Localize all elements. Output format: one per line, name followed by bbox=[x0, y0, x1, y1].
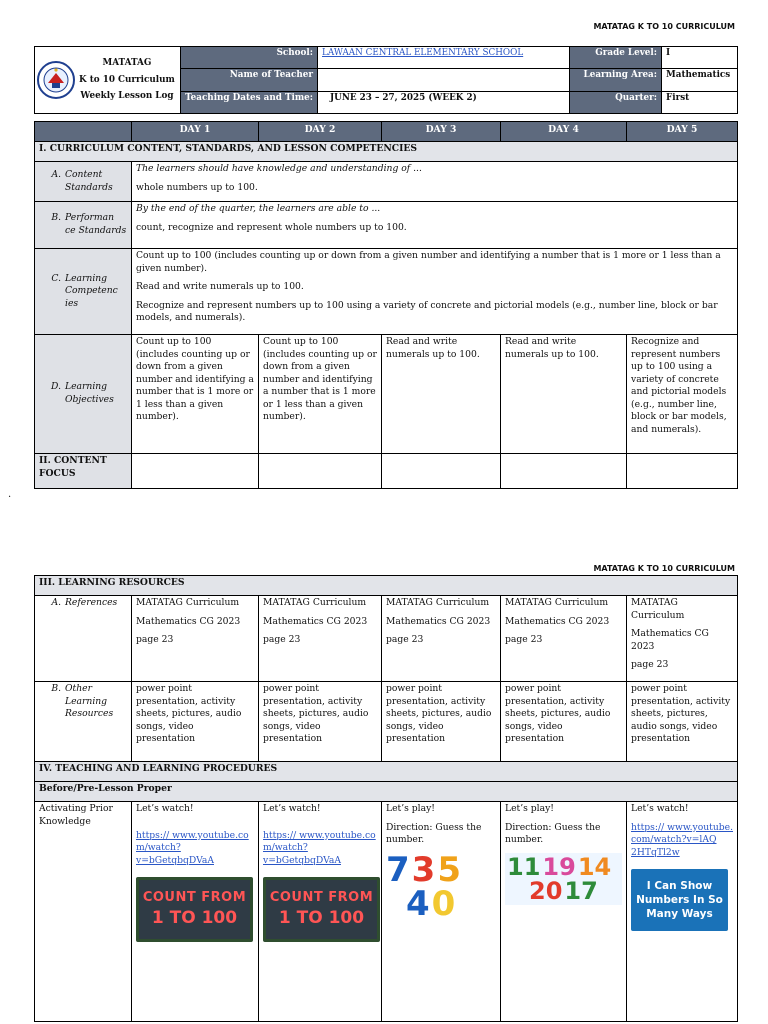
content-focus-day2 bbox=[259, 454, 382, 489]
learning-competencies-text: Count up to 100 (includes counting up or down from a given number and identifying a number that is 1 more or 1 less than a given number). Read and write numerals up to 100. Recognize and represent numbers up to 100 using a variety of concrete and pictorial models (e.g., number line, block or bar models, and numerals). bbox=[132, 249, 738, 335]
teaching-dates-label: Teaching Dates and Time: bbox=[181, 91, 318, 113]
lesson-log-header bbox=[34, 46, 738, 114]
before-lesson-proper: Before/Pre-Lesson Proper bbox=[35, 782, 738, 802]
content-standards-text: The learners should have knowledge and understanding of ... whole numbers up to 100. bbox=[132, 162, 738, 202]
objective-day3: Read and write numerals up to 100. bbox=[382, 335, 501, 454]
activity-title-day3: Let’s play! bbox=[386, 803, 435, 814]
colorful-numbers-picture: 111914 2017 bbox=[505, 853, 622, 905]
content-focus-label: II. CONTENT FOCUS bbox=[35, 454, 132, 489]
other-resources-day1: power point presentation, activity sheets, pictures, audio songs, video presentation bbox=[132, 682, 259, 762]
day-header-4: DAY 4 bbox=[501, 122, 627, 142]
header-title-line2: K to 10 Curriculum bbox=[79, 74, 175, 85]
curriculum-header-note: MATATAG K TO 10 CURRICULUM bbox=[593, 22, 735, 31]
section-teaching-procedures: IV. TEACHING AND LEARNING PROCEDURES bbox=[35, 762, 738, 782]
page-separator-dot: . bbox=[8, 489, 12, 500]
count-video-thumbnail: COUNT FROM 1 TO 100 bbox=[263, 877, 380, 942]
section-curriculum-content: I. CURRICULUM CONTENT, STANDARDS, AND LESSON COMPETENCIES bbox=[35, 142, 738, 162]
content-focus-day4 bbox=[501, 454, 627, 489]
show-numbers-video-thumbnail: I Can Show Numbers In So Many Ways bbox=[631, 869, 728, 931]
teacher-label: Name of Teacher bbox=[181, 69, 318, 91]
objective-day2: Count up to 100 (includes counting up or down from a given number and identifying a number that is 1 more or 1 less than a given number). bbox=[259, 335, 382, 454]
header-title-cell bbox=[35, 47, 181, 114]
learning-competencies-label: C. Learning Competenc ies bbox=[35, 249, 132, 335]
other-resources-day3: power point presentation, activity sheets, pictures, audio songs, video presentation bbox=[382, 682, 501, 762]
content-focus-day5 bbox=[627, 454, 738, 489]
performance-standards-text: By the end of the quarter, the learners are able to ... count, recognize and represent whole numbers up to 100. bbox=[132, 202, 738, 249]
activity-title-day4: Let’s play! bbox=[505, 803, 554, 814]
activity-title-day2: Let’s watch! bbox=[263, 803, 321, 814]
activating-prior-knowledge-label: Activating Prior Knowledge bbox=[35, 802, 132, 1022]
count-video-thumbnail: COUNT FROM 1 TO 100 bbox=[136, 877, 253, 942]
header-title-line3: Weekly Lesson Log bbox=[80, 91, 174, 102]
content-focus-day3 bbox=[382, 454, 501, 489]
teacher-value bbox=[318, 69, 570, 91]
learning-area-label: Learning Area: bbox=[570, 69, 662, 91]
curriculum-header-note-page2: MATATAG K TO 10 CURRICULUM bbox=[593, 564, 735, 573]
activity-direction-day3: Direction: Guess the number. bbox=[386, 821, 482, 846]
activating-day2 bbox=[259, 802, 382, 1022]
references-label: A. References bbox=[35, 596, 132, 682]
video-link-day5[interactable]: https:// www.youtube. com/watch?v=lAQ 2HTqTl2w bbox=[631, 821, 734, 858]
activating-day3 bbox=[382, 802, 501, 1022]
grade-level-label: Grade Level: bbox=[570, 47, 662, 69]
quarter-label: Quarter: bbox=[570, 91, 662, 113]
day-header-1: DAY 1 bbox=[132, 122, 259, 142]
school-value: LAWAAN CENTRAL ELEMENTARY SCHOOL bbox=[318, 47, 570, 69]
activity-direction-day4: Direction: Guess the number. bbox=[505, 821, 601, 846]
grade-level-value: I bbox=[662, 47, 738, 69]
references-day3: MATATAG Curriculum Mathematics CG 2023 page 23 bbox=[382, 596, 501, 682]
section-learning-resources: III. LEARNING RESOURCES bbox=[35, 576, 738, 596]
other-resources-label: B. Other Learning Resources bbox=[35, 682, 132, 762]
content-standards-label: A. Content Standards bbox=[35, 162, 132, 202]
learning-objectives-label: D. Learning Objectives bbox=[35, 335, 132, 454]
other-resources-day2: power point presentation, activity sheets, pictures, audio songs, video presentation bbox=[259, 682, 382, 762]
deped-seal-icon bbox=[37, 61, 75, 99]
content-focus-day1 bbox=[132, 454, 259, 489]
learning-area-value: Mathematics bbox=[662, 69, 738, 91]
activity-title-day5: Let’s watch! bbox=[631, 803, 689, 814]
references-day5: MATATAG Curriculum Mathematics CG 2023 page 23 bbox=[627, 596, 738, 682]
video-link-day1[interactable]: https:// www.youtube.co m/watch? v=bGetqbqDVaA bbox=[136, 829, 249, 866]
performance-standards-label: B. Performan ce Standards bbox=[35, 202, 132, 249]
day-header-5: DAY 5 bbox=[627, 122, 738, 142]
objective-day5: Recognize and represent numbers up to 100 using a variety of concrete and pictorial models (e.g., number line, block or bar models, and numerals). bbox=[627, 335, 738, 454]
activating-day4 bbox=[501, 802, 627, 1022]
day-header-blank bbox=[35, 122, 132, 142]
teaching-dates-value: JUNE 23 – 27, 2025 (WEEK 2) bbox=[318, 91, 570, 113]
activity-title-day1: Let’s watch! bbox=[136, 803, 194, 814]
school-label: School: bbox=[181, 47, 318, 69]
objective-day4: Read and write numerals up to 100. bbox=[501, 335, 627, 454]
references-day1: MATATAG Curriculum Mathematics CG 2023 page 23 bbox=[132, 596, 259, 682]
quarter-value: First bbox=[662, 91, 738, 113]
number-cartoon-picture: 735 40 bbox=[386, 849, 462, 924]
other-resources-day4: power point presentation, activity sheets, pictures, audio songs, video presentation bbox=[501, 682, 627, 762]
activating-day1 bbox=[132, 802, 259, 1022]
objective-day1: Count up to 100 (includes counting up or down from a given number and identifying a number that is 1 more or 1 less than a given number). bbox=[132, 335, 259, 454]
references-day4: MATATAG Curriculum Mathematics CG 2023 page 23 bbox=[501, 596, 627, 682]
header-title-line1: MATATAG bbox=[102, 57, 152, 68]
activating-day5 bbox=[627, 802, 738, 1022]
video-link-day2[interactable]: https:// www.youtube.co m/watch? v=bGetqbqDVaA bbox=[263, 829, 376, 866]
day-header-2: DAY 2 bbox=[259, 122, 382, 142]
lesson-log-table-page2 bbox=[34, 575, 738, 1022]
references-day2: MATATAG Curriculum Mathematics CG 2023 page 23 bbox=[259, 596, 382, 682]
day-header-3: DAY 3 bbox=[382, 122, 501, 142]
other-resources-day5: power point presentation, activity sheets, pictures, audio songs, video presentation bbox=[627, 682, 738, 762]
lesson-log-table-page1 bbox=[34, 121, 738, 489]
